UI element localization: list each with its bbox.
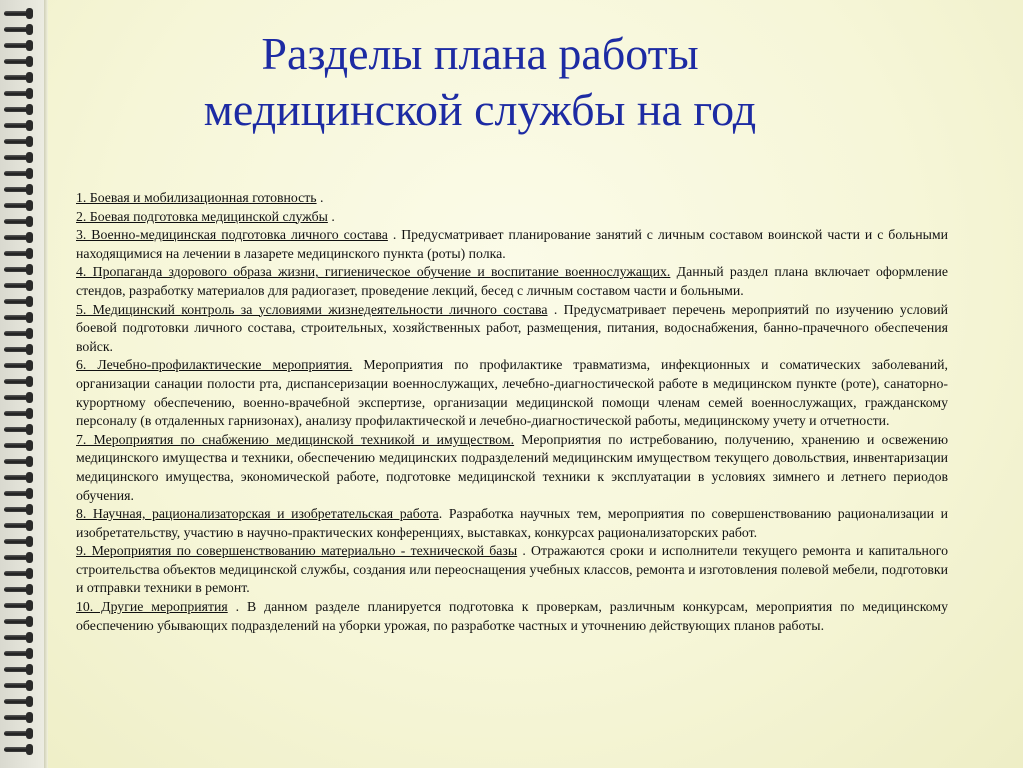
section-heading: 5. Медицинский контроль за условиями жизнедеятельности личного состава (76, 301, 548, 317)
section-heading: 2. Боевая подготовка медицинской службы (76, 208, 328, 224)
spiral-coil (4, 728, 32, 740)
section-item (76, 542, 948, 598)
spiral-coil (4, 88, 32, 100)
spiral-coil (4, 584, 32, 596)
section-separator (352, 357, 363, 372)
spiral-coil (4, 168, 32, 180)
section-item (76, 301, 948, 357)
page-edge (44, 0, 48, 768)
spiral-coil (4, 152, 32, 164)
section-heading: 8. Научная, рационализаторская и изобретательская работа (76, 506, 439, 522)
spiral-coil (4, 744, 32, 756)
spiral-binding (0, 0, 44, 768)
spiral-coil (4, 568, 32, 580)
spiral-coil (4, 8, 32, 20)
spiral-coil (4, 536, 32, 548)
spiral-coil (4, 552, 32, 564)
section-separator: . (227, 599, 248, 615)
section-item (76, 208, 948, 227)
spiral-coil (4, 200, 32, 212)
spiral-coil (4, 312, 32, 324)
spiral-coil (4, 632, 32, 644)
spiral-coil (4, 40, 32, 52)
section-separator: . (327, 208, 335, 224)
section-heading: 4. Пропаганда здорового образа жизни, гигиеническое обучение и воспитание военнослужащих. (76, 264, 671, 280)
spiral-coil (4, 408, 32, 420)
spiral-coil (4, 232, 32, 244)
spiral-coil (4, 488, 32, 500)
section-separator: . (316, 190, 324, 205)
section-heading: 6. Лечебно-профилактические мероприятия. (76, 357, 353, 373)
section-item (76, 263, 948, 300)
section-item (76, 505, 948, 542)
spiral-coil (4, 328, 32, 340)
title-line-1: Разделы плана работы (261, 28, 699, 79)
spiral-coil (4, 696, 32, 708)
section-text: Разработка научных тем, мероприятия по совершенствованию рационализации и изобретательству, участию в научно-практических конференциях, выставках, конкурсах рационализаторских работ. (76, 506, 948, 540)
spiral-coil (4, 360, 32, 372)
spiral-coil (4, 376, 32, 388)
section-text: Отражаются сроки и исполнители текущего ремонта и капитального строительства объектов медицинской службы, создания или переоснащения учебных классов, ремонта и изготовления полевой мебели, подготовки и отправки техники в ремонт. (76, 543, 948, 596)
spiral-coil (4, 344, 32, 356)
spiral-coil (4, 120, 32, 132)
section-heading: 1. Боевая и мобилизационная готовность (76, 190, 317, 205)
page-title (60, 26, 900, 138)
section-item (76, 189, 948, 208)
section-separator: . (387, 227, 402, 243)
spiral-coil (4, 296, 32, 308)
spiral-coil (4, 712, 32, 724)
section-separator: . (517, 543, 532, 559)
spiral-coil (4, 616, 32, 628)
spiral-coil (4, 24, 32, 36)
spiral-coil (4, 216, 32, 228)
section-heading: 9. Мероприятия по совершенствованию материально - технической базы (76, 543, 518, 559)
section-separator: . (547, 301, 564, 317)
section-item (76, 226, 948, 263)
section-text: Предусматривает планирование занятий с личным составом воинской части и с больными находящимися на лечении в лазарете медицинского пункта (роты) полка. (76, 227, 948, 261)
section-text: В данном разделе планируется подготовка к проверкам, различным конкурсам, мероприятия по медицинскому обеспечению убывающих подразделений на уборки урожая, по разработке частных и уточнению действующих планов работы. (76, 599, 948, 633)
section-text: Мероприятия по истребованию, получению, хранению и освежению медицинского имущества и техники, обеспечению медицинских подразделений медицинским имуществом текущего довольствия, инвентаризации медицинского имущества, экономической работе, подготовке медицинской техники к эксплуатации в условиях зимнего и летнего периодов обучения. (76, 431, 948, 503)
spiral-coil (4, 392, 32, 404)
spiral-coil (4, 136, 32, 148)
section-separator: . (438, 506, 449, 522)
spiral-coil (4, 648, 32, 660)
spiral-coil (4, 504, 32, 516)
spiral-coil (4, 680, 32, 692)
section-item (76, 431, 948, 505)
spiral-coil (4, 184, 32, 196)
spiral-coil (4, 280, 32, 292)
section-item (76, 598, 948, 635)
spiral-coil (4, 264, 32, 276)
spiral-coil (4, 424, 32, 436)
section-heading: 7. Мероприятия по снабжению медицинской техникой и имуществом. (76, 431, 515, 447)
spiral-coil (4, 56, 32, 68)
section-heading: 10. Другие мероприятия (76, 599, 228, 615)
spiral-coil (4, 104, 32, 116)
spiral-coil (4, 456, 32, 468)
spiral-coil (4, 664, 32, 676)
section-text: Данный раздел плана включает оформление стендов, разработку материалов для радиогазет, проведение лекций, бесед с личным составом части и больными. (76, 264, 949, 298)
section-item (76, 356, 948, 430)
spiral-coil (4, 248, 32, 260)
spiral-coil (4, 520, 32, 532)
spiral-coil (4, 600, 32, 612)
section-text: Предусматривает перечень мероприятий по изучению условий боевой подготовки личного состава, строительных, хозяйственных работ, размещения, питания, водоснабжения, банно-прачечного обеспечения войск. (76, 301, 948, 354)
sections-list (76, 189, 948, 635)
title-line-2: медицинской службы на год (203, 84, 757, 135)
spiral-coil (4, 472, 32, 484)
section-heading: 3. Военно-медицинская подготовка личного состава (76, 227, 388, 243)
spiral-coil (4, 440, 32, 452)
spiral-coil (4, 72, 32, 84)
section-text: Мероприятия по профилактике травматизма, инфекционных и соматических заболеваний, организации санации полости рта, диспансеризации военнослужащих, лечебно-диагностической работе в медицинском пункте (роте), санаторно-курортному обеспечению, военно-врачебной экспертизе, организации медицинской помощи членам семей военнослужащих, гражданскому персоналу (в отдаленных гарнизонах), анализу профилактической и лечебно-диагностической работы, медицинскому учету и отчетности. (76, 357, 948, 429)
